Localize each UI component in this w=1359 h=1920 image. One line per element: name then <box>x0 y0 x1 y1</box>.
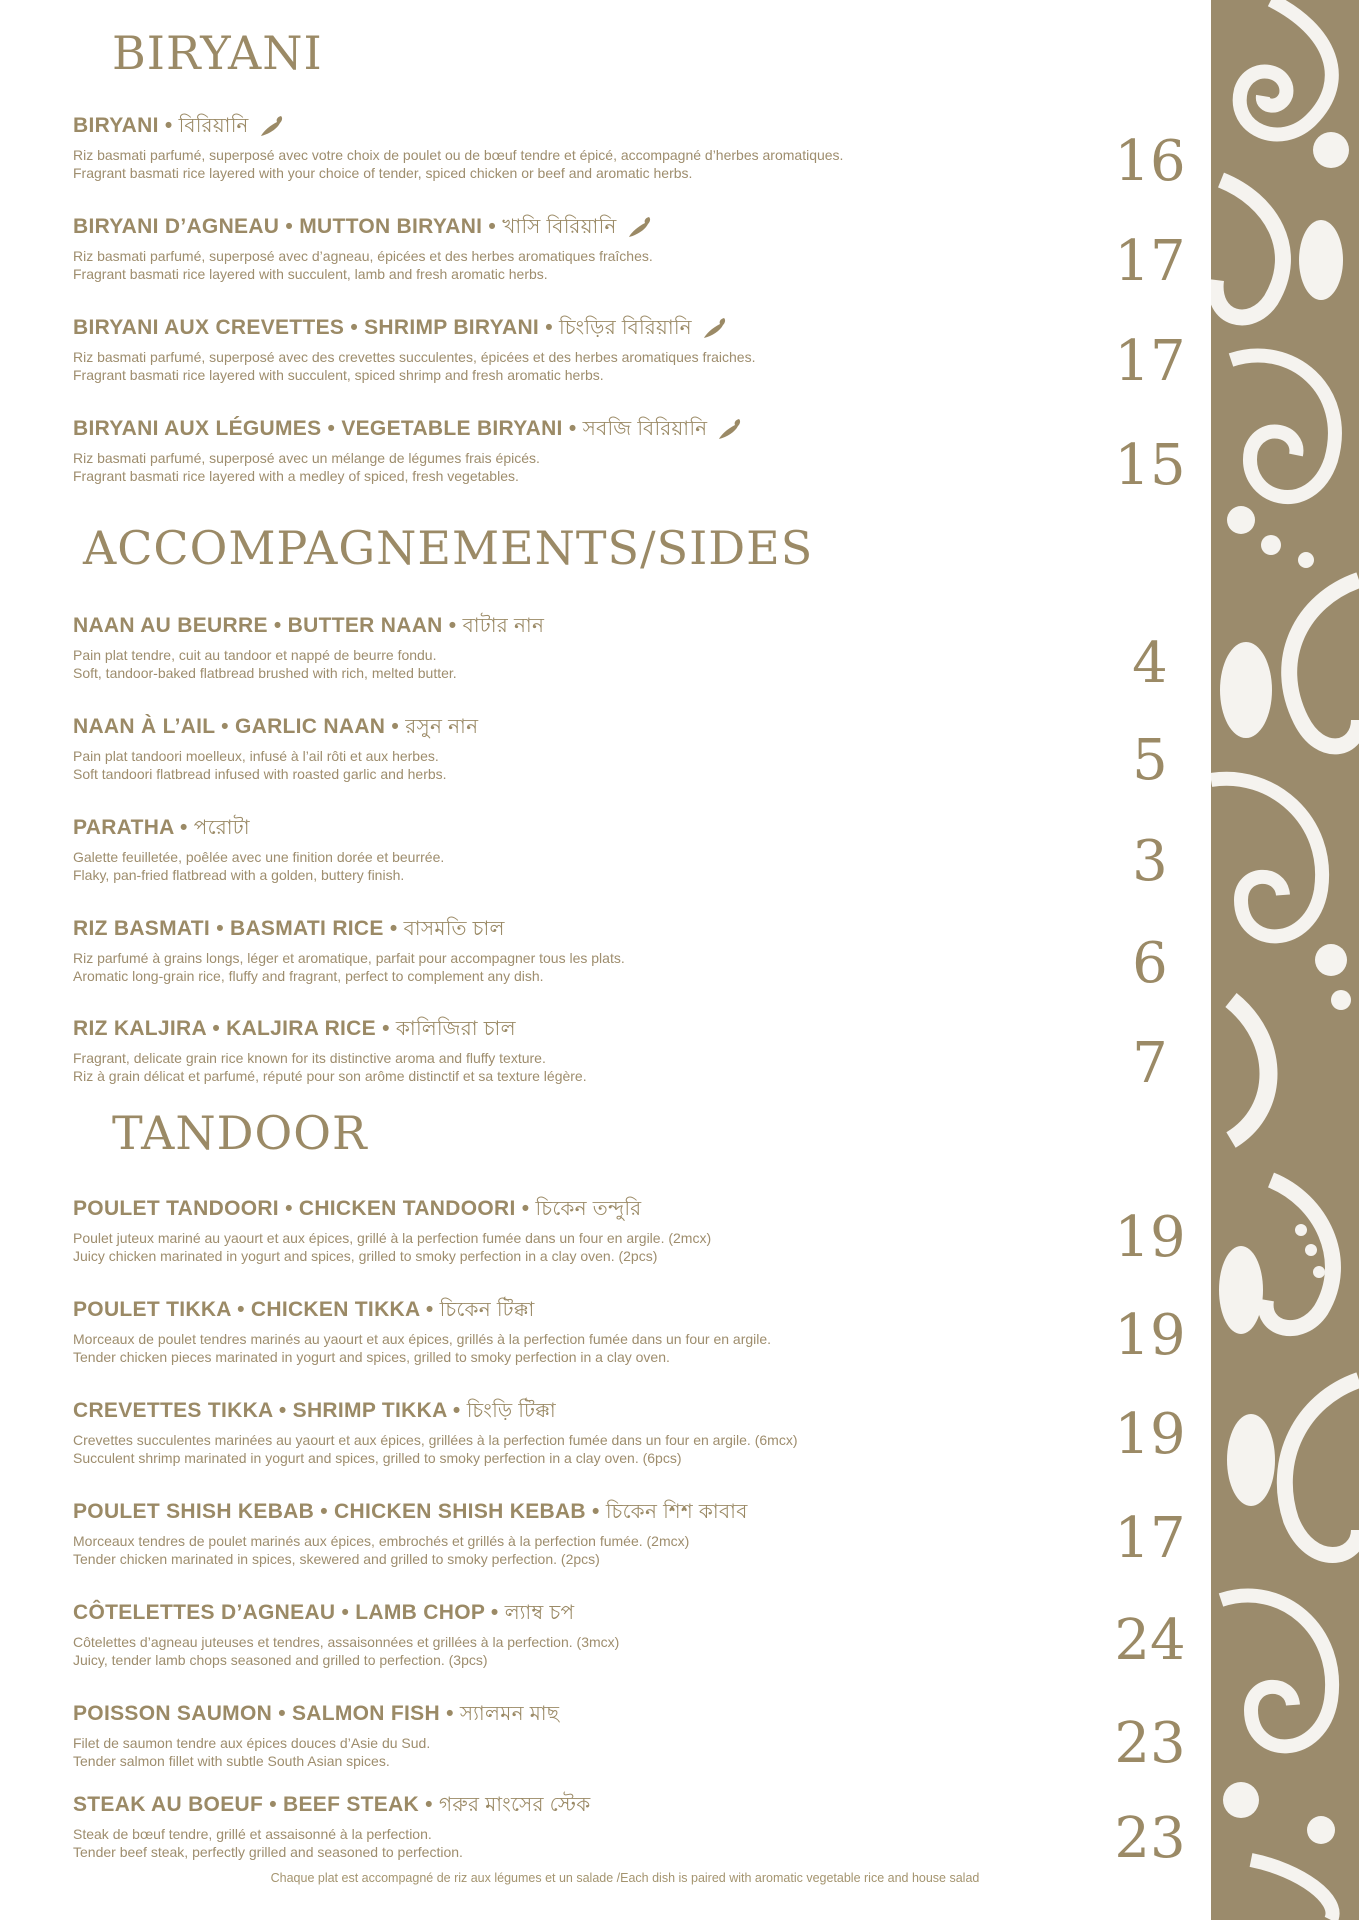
item-bengali-name: চিকেন টিক্কা <box>439 1299 535 1321</box>
item-description-fr: Poulet juteux mariné au yaourt et aux épices, grillé à la perfection fumée dans un four en argile. (2mcx) <box>73 1230 712 1246</box>
menu-item: CÔTELETTES D’AGNEAU • LAMB CHOP • ল্যাম্ব চপ Côtelettes d’agneau juteuses et tendres, assaisonnées et grillées à la perfection. (3mcx) Juicy, tender lamb chops seasoned and grilled to perfection. (3pcs) <box>73 1600 1113 1669</box>
menu-item: BIRYANI D’AGNEAU • MUTTON BIRYANI • খাসি বিরিয়ানি Riz basmati parfumé, superposé avec d’agneau, épicées et des herbes aromatiques fraîches. Fragrant basmati rice layered with succulent, lamb and fresh aromatic herbs. <box>73 214 1113 283</box>
item-price: 6 <box>1132 931 1168 996</box>
menu-item: RIZ KALJIRA • KALJIRA RICE • কালিজিরা চাল Fragrant, delicate grain rice known for its distinctive aroma and fluffy texture. Riz à grain délicat et parfumé, réputé pour son arôme distinctif et sa texture légère. <box>73 1016 1113 1085</box>
item-bengali-name: গরুর মাংসের স্টেক <box>438 1794 591 1816</box>
item-price: 17 <box>1114 329 1186 394</box>
item-description-fr: Riz basmati parfumé, superposé avec votre choix de poulet ou de bœuf tendre et épicé, accompagné d’herbes aromatiques. <box>73 147 844 163</box>
item-price: 24 <box>1114 1608 1186 1673</box>
item-description <box>73 747 1113 783</box>
item-description <box>73 146 1113 182</box>
menu-item: POULET SHISH KEBAB • CHICKEN SHISH KEBAB • চিকেন শিশ কাবাব Morceaux tendres de poulet marinés aux épices, embrochés et grillés à la perfection fumée. (2mcx) Tender chicken marinated in spices, skewered and grilled to smoky perfection. (2pcs) <box>73 1499 1113 1568</box>
chili-pepper-icon <box>627 215 653 239</box>
menu-item: STEAK AU BOEUF • BEEF STEAK • গরুর মাংসের স্টেক Steak de bœuf tendre, grillé et assaisonné à la perfection. Tender beef steak, perfectly grilled and seasoned to perfection. <box>73 1792 1113 1861</box>
item-bengali-name: চিংড়ি টিক্কা <box>466 1400 557 1422</box>
item-description-en: Succulent shrimp marinated in yogurt and spices, grilled to smoky perfection in a clay oven. (6pcs) <box>73 1450 682 1466</box>
item-name: RIZ KALJIRA • KALJIRA RICE <box>73 1017 376 1040</box>
item-name: BIRYANI D’AGNEAU • MUTTON BIRYANI <box>73 215 483 238</box>
menu-item: NAAN AU BEURRE • BUTTER NAAN • বাটার নান Pain plat tendre, cuit au tandoor et nappé de beurre fondu. Soft, tandoor-baked flatbread brushed with rich, melted butter. <box>73 613 1113 682</box>
item-name: POULET TANDOORI • CHICKEN TANDOORI <box>73 1197 516 1220</box>
item-description <box>73 449 1113 485</box>
item-price: 23 <box>1114 1711 1186 1776</box>
item-description-fr: Pain plat tandoori moelleux, infusé à l’ail rôti et aux herbes. <box>73 748 439 764</box>
item-price: 17 <box>1114 1506 1186 1571</box>
item-description-en: Tender beef steak, perfectly grilled and seasoned to perfection. <box>73 1844 463 1860</box>
item-bengali-name: স্যালমন মাছ <box>459 1703 560 1725</box>
item-description-fr: Côtelettes d’agneau juteuses et tendres, assaisonnées et grillées à la perfection. (3mcx) <box>73 1634 620 1650</box>
item-description-en: Fragrant basmati rice layered with succulent, spiced shrimp and fresh aromatic herbs. <box>73 367 604 383</box>
item-bengali-name: বাসমতি চাল <box>403 918 505 940</box>
item-description-en: Aromatic long-grain rice, fluffy and fragrant, perfect to complement any dish. <box>73 968 544 984</box>
section-title-tandoor: TANDOOR <box>112 1106 368 1160</box>
item-description-en: Fragrant basmati rice layered with your choice of tender, spiced chicken or beef and aromatic herbs. <box>73 165 693 181</box>
item-name: POISSON SAUMON • SALMON FISH <box>73 1702 440 1725</box>
menu-item: POULET TANDOORI • CHICKEN TANDOORI • চিকেন তন্দুরি Poulet juteux mariné au yaourt et aux épices, grillé à la perfection fumée dans un four en argile. (2mcx) Juicy chicken marinated in yogurt and spices, grilled to smoky perfection in a clay oven. (2pcs) <box>73 1196 1113 1265</box>
chili-pepper-icon <box>259 114 285 138</box>
menu-item: NAAN À L’AIL • GARLIC NAAN • রসুন নান Pain plat tandoori moelleux, infusé à l’ail rôti et aux herbes. Soft tandoori flatbread infused with roasted garlic and herbs. <box>73 714 1113 783</box>
item-bengali-name: বিরিয়ানি <box>178 115 249 137</box>
item-description <box>73 1049 1113 1085</box>
item-bengali-name: কালিজিরা চাল <box>395 1018 516 1040</box>
item-description-fr: Morceaux de poulet tendres marinés au yaourt et aux épices, grillés à la perfection fumée dans un four en argile. <box>73 1331 772 1347</box>
item-description-en: Juicy, tender lamb chops seasoned and grilled to perfection. (3pcs) <box>73 1652 488 1668</box>
item-name: CREVETTES TIKKA • SHRIMP TIKKA <box>73 1399 447 1422</box>
item-bengali-name: সবজি বিরিয়ানি <box>582 418 708 440</box>
item-description-fr: Fragrant, delicate grain rice known for its distinctive aroma and fluffy texture. <box>73 1050 546 1066</box>
item-bengali-name: ল্যাম্ব চপ <box>504 1602 575 1624</box>
item-description-fr: Pain plat tendre, cuit au tandoor et nappé de beurre fondu. <box>73 647 437 663</box>
chili-pepper-icon <box>702 316 728 340</box>
item-description <box>73 848 1113 884</box>
item-bengali-name: বাটার নান <box>462 615 545 637</box>
item-name: POULET SHISH KEBAB • CHICKEN SHISH KEBAB <box>73 1500 586 1523</box>
item-description <box>73 1532 1113 1568</box>
item-price: 19 <box>1114 1205 1186 1270</box>
section-title-biryani: BIRYANI <box>112 26 323 80</box>
item-description <box>73 1330 1113 1366</box>
menu-item: BIRYANI AUX LÉGUMES • VEGETABLE BIRYANI • সবজি বিরিয়ানি Riz basmati parfumé, superposé avec un mélange de légumes frais épicés. Fragrant basmati rice layered with a medley of spiced, fresh vegetables. <box>73 416 1113 485</box>
item-description <box>73 1431 1113 1467</box>
item-description-en: Juicy chicken marinated in yogurt and spices, grilled to smoky perfection in a clay oven. (2pcs) <box>73 1248 658 1264</box>
item-description-en: Fragrant basmati rice layered with succulent, lamb and fresh aromatic herbs. <box>73 266 548 282</box>
item-description-fr: Riz parfumé à grains longs, léger et aromatique, parfait pour accompagner tous les plats. <box>73 950 625 966</box>
item-name: RIZ BASMATI • BASMATI RICE <box>73 917 384 940</box>
menu-item: BIRYANI AUX CREVETTES • SHRIMP BIRYANI • চিংড়ির বিরিয়ানি Riz basmati parfumé, superposé avec des crevettes succulentes, épicées et des herbes aromatiques fraiches. Fragrant basmati rice layered with succulent, spiced shrimp and fresh aromatic herbs. <box>73 315 1113 384</box>
item-name: BIRYANI AUX LÉGUMES • VEGETABLE BIRYANI <box>73 417 563 440</box>
section-title-sides: ACCOMPAGNEMENTS/SIDES <box>83 521 814 575</box>
item-description <box>73 1825 1113 1861</box>
item-description-fr: Steak de bœuf tendre, grillé et assaisonné à la perfection. <box>73 1826 432 1842</box>
item-description <box>73 1633 1113 1669</box>
item-price: 19 <box>1114 1402 1186 1467</box>
item-price: 17 <box>1114 229 1186 294</box>
item-description <box>73 1734 1113 1770</box>
item-description-fr: Filet de saumon tendre aux épices douces d’Asie du Sud. <box>73 1735 431 1751</box>
chili-pepper-icon <box>717 417 743 441</box>
item-description-en: Tender chicken marinated in spices, skewered and grilled to smoky perfection. (2pcs) <box>73 1551 600 1567</box>
item-description-en: Soft, tandoor-baked flatbread brushed with rich, melted butter. <box>73 665 457 681</box>
item-price: 4 <box>1132 631 1168 696</box>
menu-item: PARATHA • পরোটা Galette feuilletée, poêlée avec une finition dorée et beurrée. Flaky, pan-fried flatbread with a golden, buttery finish. <box>73 815 1113 884</box>
item-description-fr: Riz basmati parfumé, superposé avec des crevettes succulentes, épicées et des herbes aromatiques fraiches. <box>73 349 756 365</box>
item-description-en: Fragrant basmati rice layered with a medley of spiced, fresh vegetables. <box>73 468 519 484</box>
damask-pattern-strip <box>1211 0 1359 1920</box>
menu-item: POULET TIKKA • CHICKEN TIKKA • চিকেন টিক্কা Morceaux de poulet tendres marinés au yaourt et aux épices, grillés à la perfection fumée dans un four en argile. Tender chicken pieces marinated in yogurt and spices, grilled to smoky perfection in a clay oven. <box>73 1297 1113 1366</box>
item-description-en: Riz à grain délicat et parfumé, réputé pour son arôme distinctif et sa texture légère. <box>73 1068 587 1084</box>
item-description-fr: Crevettes succulentes marinées au yaourt et aux épices, grillées à la perfection fumée dans un four en argile. (6mcx) <box>73 1432 798 1448</box>
item-description <box>73 247 1113 283</box>
item-price: 19 <box>1114 1303 1186 1368</box>
footer-note: Chaque plat est accompagné de riz aux légumes et un salade /Each dish is paired with aromatic vegetable rice and house salad <box>270 1871 980 1885</box>
item-name: PARATHA <box>73 816 174 839</box>
menu-item: CREVETTES TIKKA • SHRIMP TIKKA • চিংড়ি টিক্কা Crevettes succulentes marinées au yaourt et aux épices, grillées à la perfection fumée dans un four en argile. (6mcx) Succulent shrimp marinated in yogurt and spices, grilled to smoky perfection in a clay oven. (6pcs) <box>73 1398 1113 1467</box>
item-name: NAAN AU BEURRE • BUTTER NAAN <box>73 614 443 637</box>
item-name: BIRYANI AUX CREVETTES • SHRIMP BIRYANI <box>73 316 540 339</box>
item-description <box>73 949 1113 985</box>
item-description-en: Tender chicken pieces marinated in yogurt and spices, grilled to smoky perfection in a clay oven. <box>73 1349 670 1365</box>
item-name: BIRYANI <box>73 114 159 137</box>
item-price: 16 <box>1114 129 1186 194</box>
item-price: 7 <box>1132 1031 1168 1096</box>
item-description-fr: Riz basmati parfumé, superposé avec un mélange de légumes frais épicés. <box>73 450 540 466</box>
menu-item: POISSON SAUMON • SALMON FISH • স্যালমন মাছ Filet de saumon tendre aux épices douces d’Asie du Sud. Tender salmon fillet with subtle South Asian spices. <box>73 1701 1113 1770</box>
item-bengali-name: পরোটা <box>193 817 250 839</box>
item-price: 15 <box>1114 433 1186 498</box>
item-description <box>73 1229 1113 1265</box>
item-bengali-name: চিকেন তন্দুরি <box>535 1198 642 1220</box>
item-description <box>73 348 1113 384</box>
item-bengali-name: চিকেন শিশ কাবাব <box>605 1501 748 1523</box>
item-bengali-name: রসুন নান <box>405 716 479 738</box>
menu-item: RIZ BASMATI • BASMATI RICE • বাসমতি চাল Riz parfumé à grains longs, léger et aromatique, parfait pour accompagner tous les plats. Aromatic long-grain rice, fluffy and fragrant, perfect to complement any dish. <box>73 916 1113 985</box>
item-description-en: Flaky, pan-fried flatbread with a golden, buttery finish. <box>73 867 405 883</box>
item-description-fr: Galette feuilletée, poêlée avec une finition dorée et beurrée. <box>73 849 445 865</box>
menu-item: BIRYANI • বিরিয়ানি Riz basmati parfumé, superposé avec votre choix de poulet ou de bœuf tendre et épicé, accompagné d’herbes aromatiques. Fragrant basmati rice layered with your choice of tender, spiced chicken or beef and aromatic herbs. <box>73 113 1113 182</box>
item-bengali-name: চিংড়ির বিরিয়ানি <box>558 317 692 339</box>
item-description-en: Tender salmon fillet with subtle South Asian spices. <box>73 1753 390 1769</box>
item-name: STEAK AU BOEUF • BEEF STEAK <box>73 1793 420 1816</box>
floral-pattern-icon <box>1211 0 1359 1920</box>
item-name: POULET TIKKA • CHICKEN TIKKA <box>73 1298 420 1321</box>
item-name: CÔTELETTES D’AGNEAU • LAMB CHOP <box>73 1601 485 1624</box>
item-bengali-name: খাসি বিরিয়ানি <box>502 216 617 238</box>
item-description-en: Soft tandoori flatbread infused with roasted garlic and herbs. <box>73 766 447 782</box>
item-name: NAAN À L’AIL • GARLIC NAAN <box>73 715 386 738</box>
item-price: 5 <box>1132 728 1168 793</box>
item-description-fr: Morceaux tendres de poulet marinés aux épices, embrochés et grillés à la perfection fumée. (2mcx) <box>73 1533 690 1549</box>
item-description <box>73 646 1113 682</box>
item-price: 23 <box>1114 1806 1186 1871</box>
item-description-fr: Riz basmati parfumé, superposé avec d’agneau, épicées et des herbes aromatiques fraîches. <box>73 248 653 264</box>
item-price: 3 <box>1132 829 1168 894</box>
